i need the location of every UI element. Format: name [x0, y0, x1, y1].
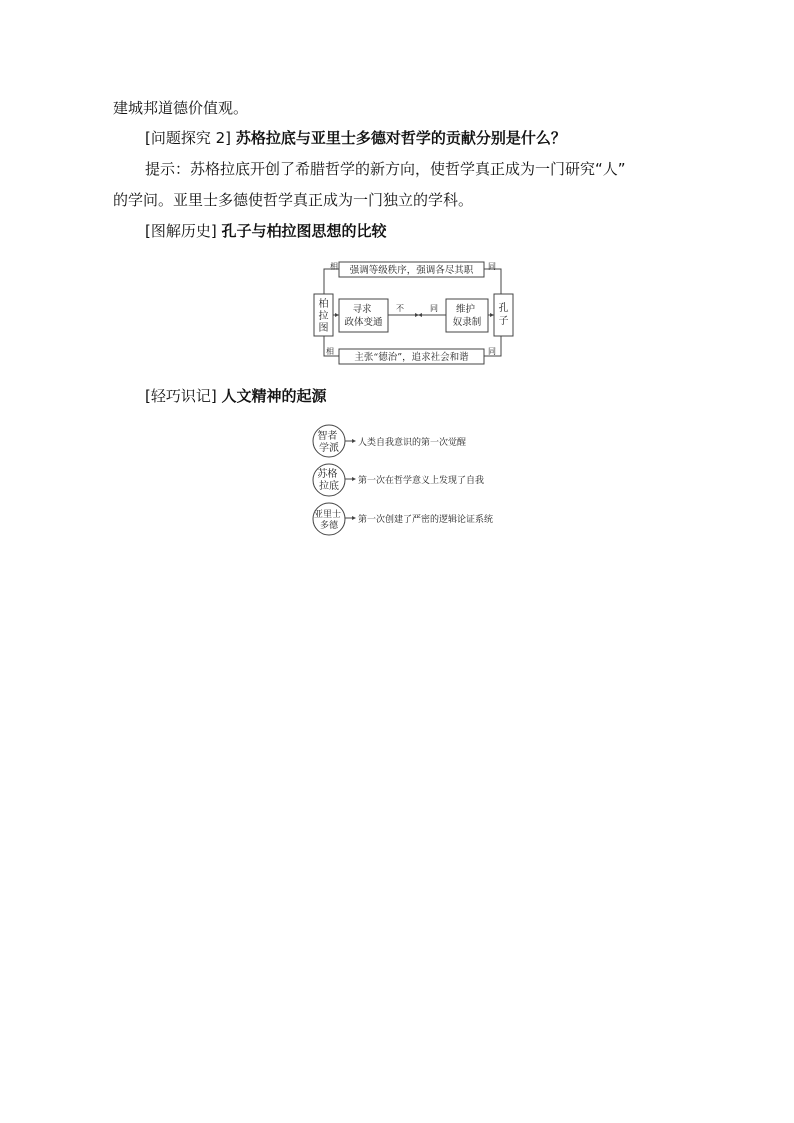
text-bottom-box: 主张“德治”，追求社会和谐 [354, 352, 469, 363]
text-mid-left-box: 寻求 政体变通 [344, 304, 383, 328]
name-aristotle: 亚里士 多德 [314, 510, 342, 531]
question-2-label: [问题探究 2] [145, 129, 232, 147]
arrowhead-right [490, 313, 494, 317]
name-sophists: 智者 学派 [317, 431, 339, 454]
diagram-1-title: 孔子与柏拉图思想的比较 [221, 222, 387, 240]
paragraph-continuation: 建城邦道德价值观。 [113, 99, 249, 117]
desc-aristotle: 第一次创建了严密的逻辑论证系统 [358, 515, 494, 525]
wire-top-left [324, 269, 339, 294]
label-plato: 柏拉图 [318, 299, 329, 334]
mark-bottom-left: 相 [326, 347, 334, 356]
hint-line-2: 的学问。亚里士多德使哲学真正成为一门独立的学科。 [113, 191, 474, 209]
mark-top-left: 相 [330, 262, 338, 271]
arrowhead-mid-b [418, 313, 422, 317]
arrowhead-left [335, 313, 339, 317]
name-socrates: 苏格 拉底 [317, 469, 339, 492]
origin-item-2 [313, 464, 484, 496]
diagram-2-title: 人文精神的起源 [221, 387, 327, 405]
diagram-1-label: [图解历史] [145, 222, 217, 240]
origin-item-1 [313, 425, 466, 457]
hint-line-1: 提示：苏格拉底开创了希腊哲学的新方向，使哲学真正成为一门研究“人” [145, 160, 626, 178]
text-top-box: 强调等级秩序，强调各尽其职 [349, 265, 474, 276]
mark-bottom-right: 同 [488, 347, 496, 356]
label-confucius: 孔子 [498, 303, 509, 327]
arrow-3 [352, 516, 356, 520]
arrow-2 [352, 477, 356, 481]
diagram-2-heading [145, 386, 327, 406]
desc-sophists: 人类自我意识的第一次觉醒 [358, 438, 467, 448]
wire-top-right [484, 269, 501, 294]
mark-top-right: 同 [488, 262, 496, 271]
question-2-text: 苏格拉底与亚里士多德对哲学的贡献分别是什么？ [235, 129, 566, 147]
text-mid-right-box: 维护 奴隶制 [452, 304, 482, 328]
mark-mid-right: 同 [430, 304, 438, 313]
question-2 [145, 128, 566, 148]
mark-mid-left: 不 [396, 304, 404, 313]
diagram-1-heading [145, 221, 387, 241]
origin-item-3 [313, 503, 493, 535]
box-confucius [494, 294, 513, 336]
desc-socrates: 第一次在哲学意义上发现了自我 [358, 476, 485, 486]
comparison-diagram [308, 258, 532, 370]
arrow-1 [352, 439, 356, 443]
origins-diagram [310, 424, 530, 539]
diagram-2-label: [轻巧识记] [145, 387, 217, 405]
